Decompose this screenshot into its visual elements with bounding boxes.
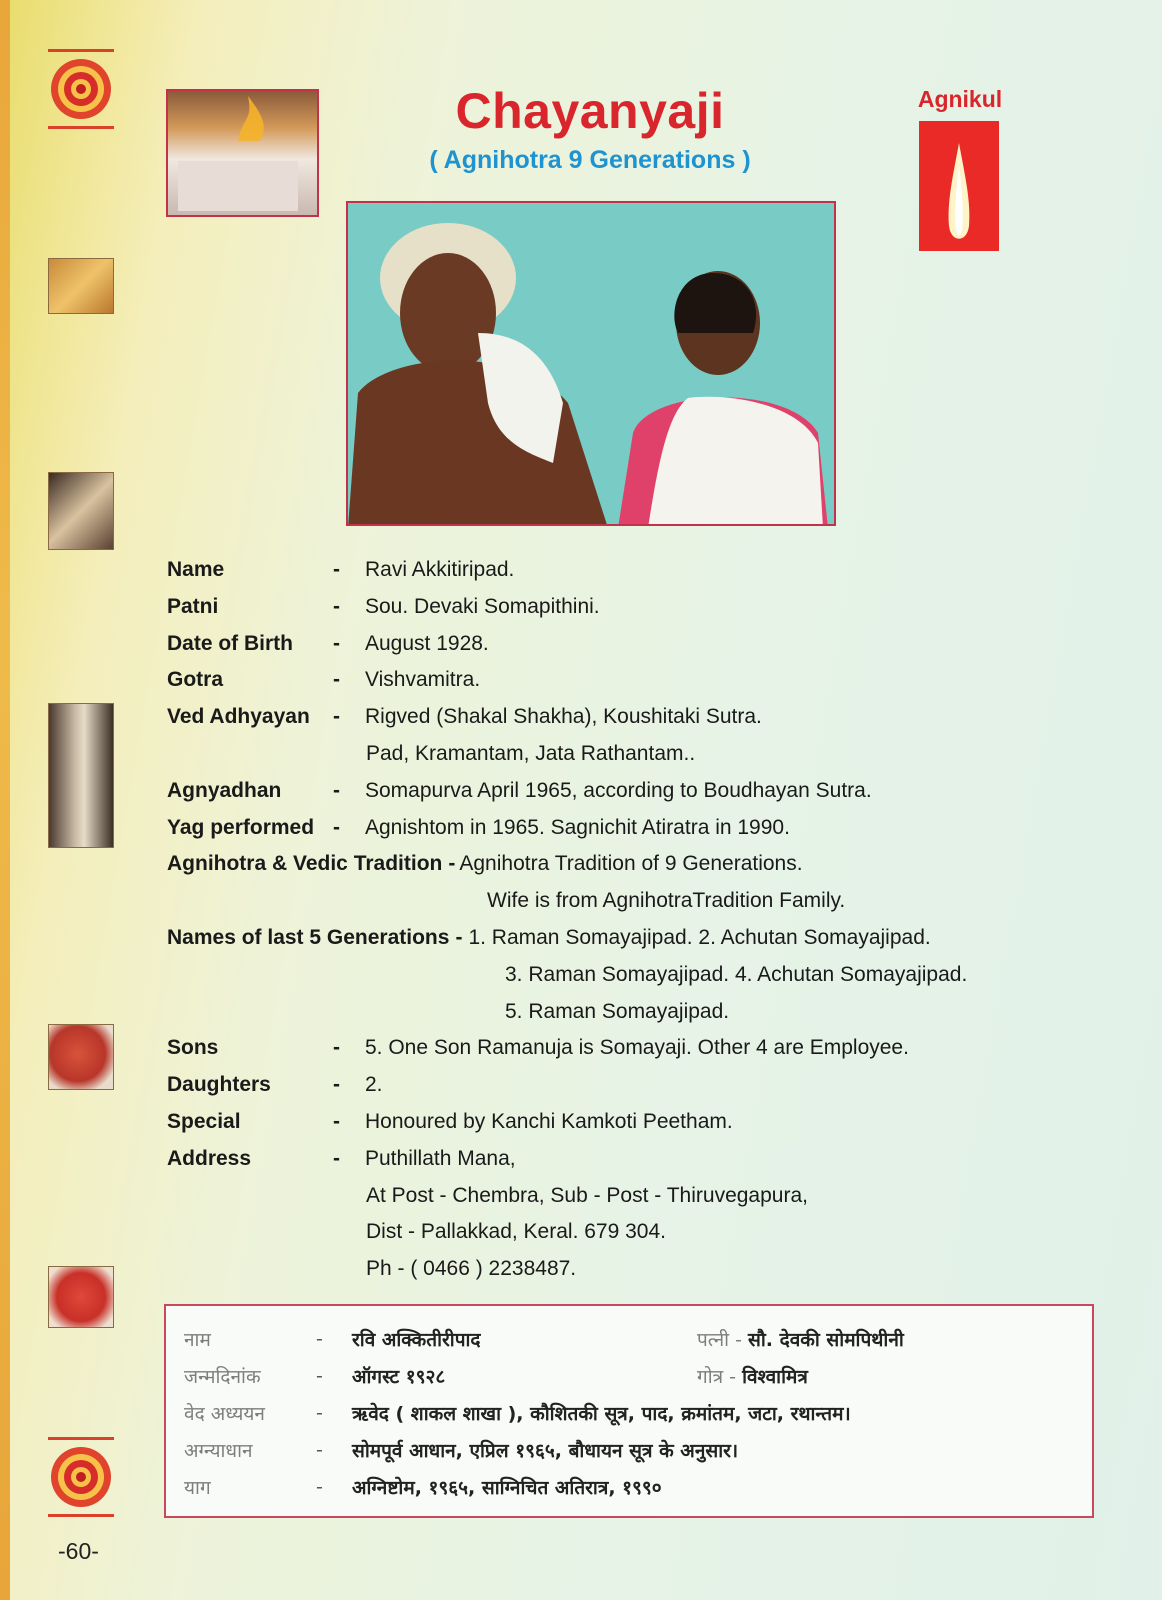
- flame-icon: [919, 121, 999, 251]
- mandala-ornament-bottom: [48, 1437, 114, 1517]
- altar-flame-icon: [168, 91, 319, 217]
- ritual-items-photo: [48, 258, 114, 314]
- hindi-row-ved: वेद अध्ययन - ऋवेद ( शाकल शाखा ), कौशितकी सूत्र, पाद, क्रमांतम, जटा, रथान्तम।: [184, 1401, 851, 1425]
- hindi-gotra: गोत्र - विश्वामित्र: [697, 1365, 808, 1388]
- detail-row-generations-continued: 3. Raman Somayajipad. 4. Achutan Somayajipad.: [505, 962, 968, 986]
- ritual-tools-photo: [48, 703, 114, 848]
- ladle-photo: [48, 472, 114, 550]
- detail-row-tradition: Agnihotra & Vedic Tradition - Agnihotra Tradition of 9 Generations.: [167, 852, 803, 876]
- detail-row-generations-last: 5. Raman Somayajipad.: [505, 999, 730, 1023]
- mandala-ornament-top: [48, 49, 114, 129]
- hindi-row-dob: जन्मदिनांक - ऑगस्ट १९२८ गोत्र - विश्वामित्र: [184, 1364, 808, 1388]
- mandala-icon: [48, 1444, 114, 1510]
- hindi-row-agnyadhan: अग्न्याधान - सोमपूर्व आधान, एप्रिल १९६५, बौधायन सूत्र के अनुसार।: [184, 1438, 739, 1462]
- detail-row-sons: Sons - 5. One Son Ramanuja is Somayaji. Other 4 are Employee.: [167, 1036, 909, 1060]
- detail-row-special: Special - Honoured by Kanchi Kamkoti Peetham.: [167, 1109, 733, 1133]
- detail-row-tradition-continued: Wife is from AgnihotraTradition Family.: [487, 889, 846, 913]
- hindi-row-yag: याग - अग्निष्टोम, १९६५, साग्निचित अतिरात्र, १९९०: [184, 1475, 662, 1499]
- detail-row-address-line3: Dist - Pallakkad, Keral. 679 304.: [366, 1220, 666, 1244]
- details-section: [167, 552, 1067, 1288]
- detail-row-generations: Names of last 5 Generations - 1. Raman Somayajipad. 2. Achutan Somayajipad.: [167, 925, 931, 949]
- detail-row-ved-continued: Pad, Kramantam, Jata Rathantam..: [366, 741, 696, 765]
- detail-row-address: Address - Puthillath Mana,: [167, 1146, 516, 1170]
- detail-row-daughters: Daughters - 2.: [167, 1073, 383, 1097]
- agnikul-label: Agnikul: [917, 86, 1003, 112]
- couple-portrait-photo: [346, 201, 836, 526]
- detail-row-patni: Patni - Sou. Devaki Somapithini.: [167, 594, 600, 618]
- fire-altar-photo: [166, 89, 319, 217]
- clay-pot-photo: [48, 1024, 114, 1090]
- page-subtitle: ( Agnihotra 9 Generations ): [429, 146, 751, 174]
- page-number: -60-: [58, 1538, 99, 1564]
- detail-row-name: Name - Ravi Akkitiripad.: [167, 558, 515, 581]
- left-border-strip: [0, 0, 10, 1600]
- portrait-illustration: [348, 203, 836, 526]
- hindi-summary-box: [164, 1304, 1094, 1518]
- hindi-patni: पत्नी - सौ. देवकी सोमपिथीनी: [697, 1328, 904, 1351]
- agnikul-flame-badge: [919, 121, 999, 251]
- detail-row-ved-adhyayan: Ved Adhyayan - Rigved (Shakal Shakha), Koushitaki Sutra.: [167, 705, 762, 729]
- clay-vessel-photo: [48, 1266, 114, 1328]
- detail-row-dob: Date of Birth - August 1928.: [167, 631, 489, 655]
- detail-row-agnyadhan: Agnyadhan - Somapurva April 1965, according to Boudhayan Sutra.: [167, 778, 872, 802]
- detail-row-yag-performed: Yag performed - Agnishtom in 1965. Sagnichit Atiratra in 1990.: [167, 815, 790, 839]
- detail-row-address-line2: At Post - Chembra, Sub - Post - Thiruvegapura,: [366, 1183, 808, 1207]
- mandala-icon: [48, 56, 114, 122]
- hindi-row-name: नाम - रवि अक्कितीरीपाद पत्नी - सौ. देवकी सोमपिथीनी: [184, 1327, 904, 1351]
- page-title: Chayanyaji: [455, 83, 725, 139]
- detail-row-gotra: Gotra - Vishvamitra.: [167, 668, 481, 692]
- detail-row-phone: Ph - ( 0466 ) 2238487.: [366, 1257, 577, 1281]
